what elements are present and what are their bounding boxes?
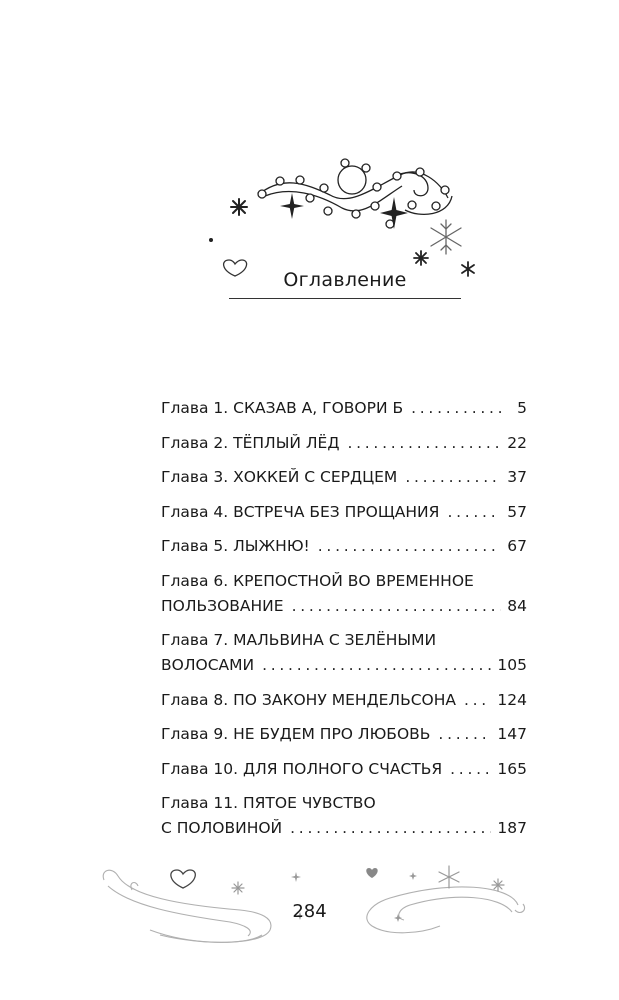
chapter-title: Глава 2. ТЁПЛЫЙ ЛЁД [161, 433, 340, 452]
chapter-title: Глава 4. ВСТРЕЧА БЕЗ ПРОЩАНИЯ [161, 502, 440, 521]
chapter-title: Глава 11. ПЯТОЕ ЧУВСТВО [161, 794, 376, 812]
page-ref: 67 [507, 537, 527, 555]
heart-icon [171, 870, 195, 888]
chapter-title: Глава 9. НЕ БУДЕМ ПРО ЛЮБОВЬ [161, 725, 431, 743]
page-ref: 22 [507, 433, 527, 452]
chapter-title: Глава 10. ДЛЯ ПОЛНОГО СЧАСТЬЯ [161, 759, 443, 778]
page-ref: 5 [517, 399, 527, 417]
snowflake-icon [492, 879, 504, 891]
chapter-title-cont: ВОЛОСАМИ [161, 656, 255, 674]
page-title: Оглавление [283, 269, 407, 291]
snowflake-icon [232, 882, 244, 894]
page-ref: 165 [497, 759, 527, 778]
page-ref: 187 [497, 819, 527, 837]
chapter-title: Глава 8. ПО ЗАКОНУ МЕНДЕЛЬСОНА [161, 690, 456, 709]
chapter-title: Глава 1. СКАЗАВ А, ГОВОРИ Б [161, 399, 404, 417]
chapter-title: Глава 6. КРЕПОСТНОЙ ВО ВРЕМЕННОЕ [161, 571, 474, 590]
page-ref: 37 [507, 468, 527, 486]
page-number: 284 [292, 901, 327, 922]
chapter-title-cont: С ПОЛОВИНОЙ [161, 819, 283, 837]
page-ref: 105 [497, 656, 527, 674]
chapter-title: Глава 7. МАЛЬВИНА С ЗЕЛЁНЫМИ [161, 631, 437, 649]
snowflake-icon [439, 866, 459, 888]
page-ref: 147 [497, 725, 527, 743]
chapter-title-cont: ПОЛЬЗОВАНИЕ [161, 596, 284, 615]
chapter-title: Глава 5. ЛЫЖНЮ! [161, 537, 310, 555]
chapter-title: Глава 3. ХОККЕЙ С СЕРДЦЕМ [161, 468, 398, 486]
page-ref: 84 [507, 596, 527, 615]
page-ref: 124 [497, 690, 527, 709]
heart-icon [366, 868, 377, 878]
page-ref: 57 [507, 502, 527, 521]
